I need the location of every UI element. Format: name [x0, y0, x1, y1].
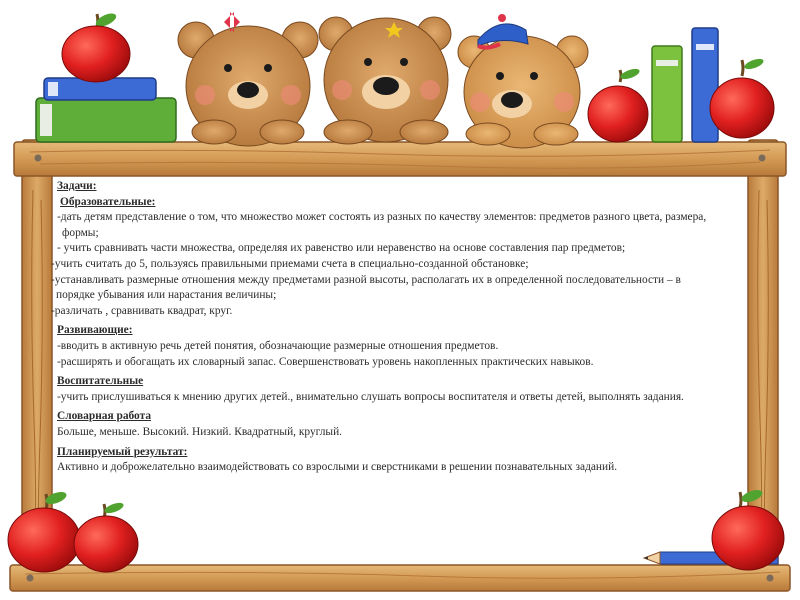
apple-icon: [74, 501, 138, 572]
educational-item: -устанавливать размерные отношения между предметами разной высоты, располагать их в определенной последовательности – в порядке убывания или нарастания величины;: [51, 273, 681, 302]
developmental-item: -расширять и обогащать их словарный запас. Совершенствовать уровень накопленных практических навыков.: [57, 355, 594, 368]
result-text: Активно и доброжелательно взаимодействовать со взрослыми и сверстниками в решении познавательных заданий.: [57, 461, 618, 474]
bear-icon: [178, 12, 588, 148]
apple-icon: [710, 57, 774, 138]
educational-item: -учить считать до 5, пользуясь правильными приемами счета в специально-созданной обстановке;: [51, 257, 529, 270]
vocabulary-text: Больше, меньше. Высокий. Низкий. Квадратный, круглый.: [57, 425, 343, 438]
apple-icon: [588, 67, 648, 142]
result-heading: Планируемый результат:: [57, 445, 188, 458]
upbringing-heading: Воспитательные: [57, 375, 144, 388]
developmental-item: -вводить в активную речь детей понятия, обозначающие размерные отношения предметов.: [57, 339, 499, 352]
upbringing-item: -учить прислушиваться к мнению других детей., внимательно слушать вопросы воспитателя и ответы детей, выполнять задания.: [57, 390, 684, 403]
book-icon: [652, 28, 718, 142]
tasks-heading: Задачи:: [57, 180, 97, 192]
apple-icon: [62, 11, 130, 82]
educational-item: - учить сравнивать части множества, определяя их равенство или неравенство на основе составления пар предметов;: [57, 242, 626, 255]
developmental-heading: Развивающие:: [57, 324, 133, 337]
educational-item: -различать , сравнивать квадрат, круг.: [51, 304, 233, 317]
lesson-objectives: [51, 179, 713, 476]
book-icon: [36, 78, 176, 142]
educational-item: -дать детям представление о том, что множество может состоять из разных по качеству элементов: предметов разного цвета, размера, формы;: [57, 211, 707, 239]
vocabulary-heading: Словарная работа: [57, 410, 152, 423]
educational-heading: Образовательные:: [60, 195, 156, 208]
